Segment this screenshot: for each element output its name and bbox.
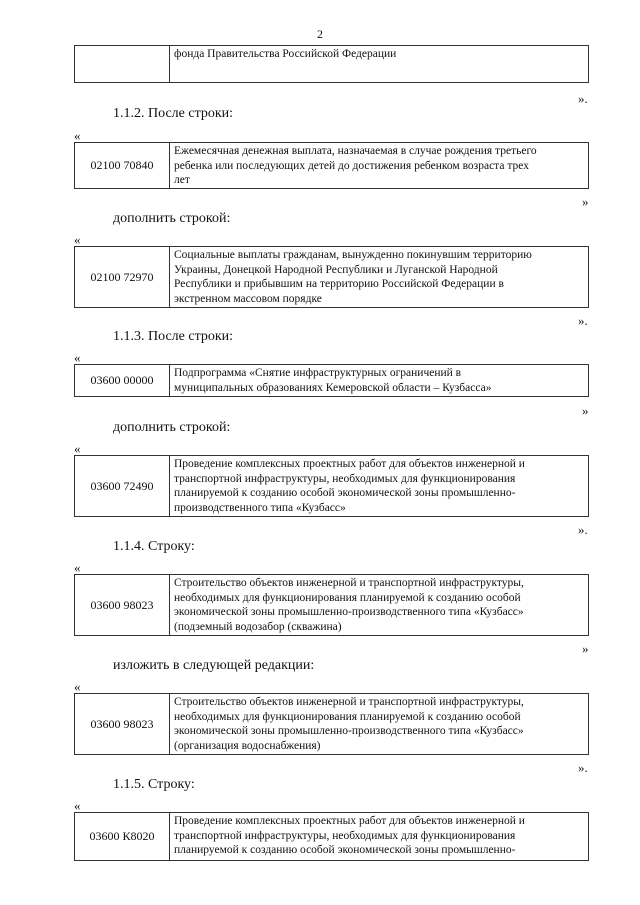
section-heading: 1.1.5. Строку: — [113, 777, 195, 792]
section-heading: 1.1.4. Строку: — [113, 539, 195, 554]
section-heading: 1.1.2. После строки: — [113, 106, 234, 121]
row-code: 03600 К8020 — [75, 813, 170, 860]
table-row — [74, 142, 589, 189]
page-number: 2 — [317, 27, 323, 41]
open-quote: « — [74, 350, 81, 365]
row-text: Подпрограмма «Снятие инфраструктурных ограничений в муниципальных образованиях Кемеровской области – Кузбасса» — [174, 367, 492, 394]
row-code: 03600 00000 — [75, 365, 170, 396]
row-text: фонда Правительства Российской Федерации — [174, 48, 397, 60]
row-text: Проведение комплексных проектных работ для объектов инженерной и транспортной инфраструктуры, необходимых для функционирования планируемой к созданию особой экономической зоны промышленно- производственного типа «Кузбасс» — [174, 458, 525, 514]
open-quote: « — [74, 560, 81, 575]
row-text: Ежемесячная денежная выплата, назначаемая в случае рождения третьего ребенка или последующих детей до достижения ребенком возраста трех лет — [174, 145, 537, 186]
section-heading: дополнить строкой: — [113, 420, 231, 435]
section-heading: 1.1.3. После строки: — [113, 329, 234, 344]
row-text: Социальные выплаты гражданам, вынужденно покинувшим территорию Украины, Донецкой Народной Республики и Луганской Народной Республики и прибывшим на территорию Российской Федерации в экстренном массовом порядке — [174, 249, 532, 305]
section-heading: дополнить строкой: — [113, 211, 231, 226]
close-quote: » — [582, 194, 589, 209]
table-row — [74, 693, 589, 755]
row-text: Строительство объектов инженерной и транспортной инфраструктуры, необходимых для функционирования планируемой к созданию особой экономической зоны промышленно-производственного типа «Кузбасс» (подземный водозабор (скважина) — [174, 577, 524, 633]
row-code: 03600 72490 — [75, 456, 170, 516]
close-quote: ». — [578, 760, 588, 775]
open-quote: « — [74, 441, 81, 456]
open-quote: « — [74, 128, 81, 143]
table-row — [74, 574, 589, 636]
close-quote: ». — [578, 91, 588, 106]
open-quote: « — [74, 679, 81, 694]
section-heading: изложить в следующей редакции: — [113, 658, 315, 673]
table-row — [74, 364, 589, 397]
row-code — [75, 46, 170, 82]
row-code: 02100 72970 — [75, 247, 170, 307]
table-row-top — [74, 45, 589, 83]
table-row — [74, 455, 589, 517]
row-text: Строительство объектов инженерной и транспортной инфраструктуры, необходимых для функционирования планируемой к созданию особой экономической зоны промышленно-производственного типа «Кузбасс» (организация водоснабжения) — [174, 696, 524, 752]
close-quote: ». — [578, 313, 588, 328]
open-quote: « — [74, 232, 81, 247]
row-code: 03600 98023 — [75, 575, 170, 635]
row-code: 02100 70840 — [75, 143, 170, 188]
close-quote: » — [582, 403, 589, 418]
row-text: Проведение комплексных проектных работ для объектов инженерной и транспортной инфраструктуры, необходимых для функционирования планируемой к созданию особой экономической зоны промышленно- — [174, 815, 525, 856]
close-quote: » — [582, 641, 589, 656]
close-quote: ». — [578, 522, 588, 537]
open-quote: « — [74, 798, 81, 813]
table-row — [74, 246, 589, 308]
row-code: 03600 98023 — [75, 694, 170, 754]
table-row — [74, 812, 589, 861]
